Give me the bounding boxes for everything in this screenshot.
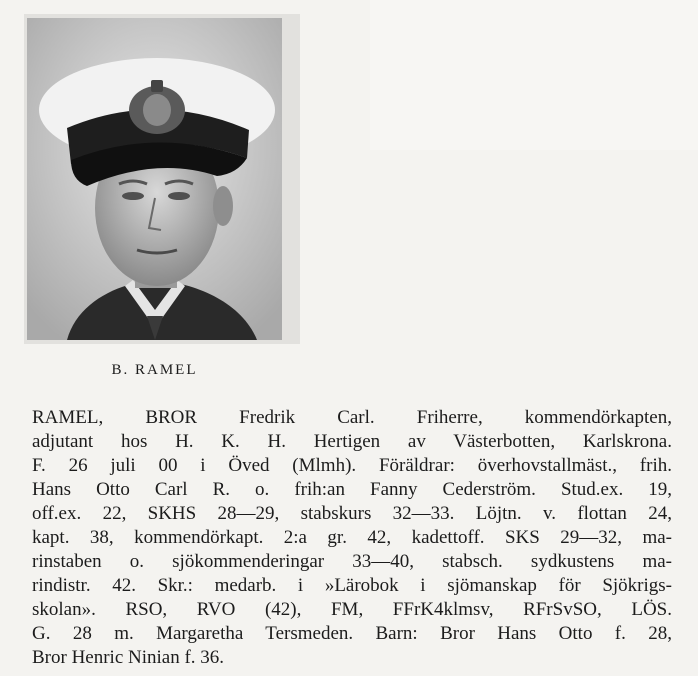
entry-line: rinstaben o. sjökommenderingar 33—40, stabsch. sydkustens ma- [32, 551, 672, 572]
blank-area [370, 0, 698, 150]
entry-line: kapt. 38, kommendörkapt. 2:a gr. 42, kadettoff. SKS 29—32, ma- [32, 527, 672, 548]
entry-line: adjutant hos H. K. H. Hertigen av Västerbotten, Karlskrona. [32, 431, 672, 452]
entry-line: G. 28 m. Margaretha Tersmeden. Barn: Bror Hans Otto f. 28, [32, 623, 672, 644]
entry-line: rindistr. 42. Skr.: medarb. i »Lärobok i sjömanskap för Sjökrigs- [32, 575, 672, 596]
entry-line: RAMEL, BROR Fredrik Carl. Friherre, kommendörkapten, [32, 407, 672, 428]
entry-line: off.ex. 22, SKHS 28—29, stabskurs 32—33. Löjtn. v. flottan 24, [32, 503, 672, 524]
entry-line: Hans Otto Carl R. o. frih:an Fanny Cederström. Stud.ex. 19, [32, 479, 672, 500]
entry-line: Bror Henric Ninian f. 36. [32, 647, 225, 668]
biography-entry [32, 406, 672, 670]
photo-caption: B. RAMEL [111, 362, 198, 378]
entry-line: skolan». RSO, RVO (42), FM, FFrK4klmsv, RFrSvSO, LÖS. [32, 599, 672, 620]
entry-line: F. 26 juli 00 i Öved (Mlmh). Föräldrar: överhovstallmäst., frih. [32, 455, 672, 476]
portrait-photo [27, 18, 282, 340]
